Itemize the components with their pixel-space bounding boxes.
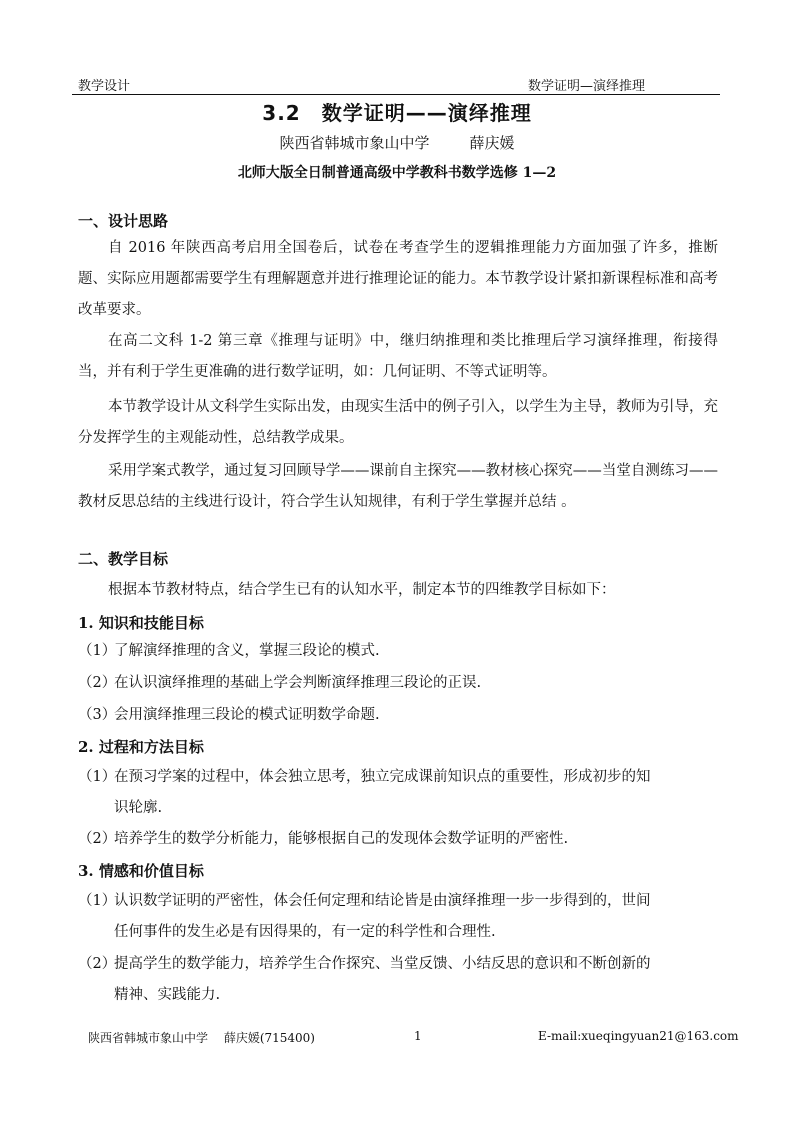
document-subtitle: 北师大版全日制普通高级中学教科书数学选修 1—2	[237, 165, 557, 181]
list-item: （1）认识数学证明的严密性，体会任何定理和结论皆是由演绎推理一步一步得到的，世间	[78, 893, 651, 909]
list-item-continuation: 任何事件的发生必是有因得果的，有一定的科学性和合理性.	[114, 924, 496, 940]
author-school: 陕西省韩城市象山中学	[279, 134, 430, 152]
author-name: 薛庆媛	[469, 134, 515, 152]
list-item: （3）会用演绎推理三段论的模式证明数学命题.	[78, 707, 380, 723]
goal-heading-knowledge: 1. 知识和技能目标	[78, 614, 204, 632]
header-left: 教学设计	[78, 79, 131, 94]
list-item-continuation: 精神、实践能力.	[114, 987, 221, 1003]
footer-email: E-mail:xueqingyuan21@163.com	[538, 1029, 739, 1043]
list-item-continuation: 识轮廓.	[114, 800, 163, 816]
header-right: 数学证明—演绎推理	[528, 79, 646, 94]
goal-heading-emotion: 3. 情感和价值目标	[78, 862, 204, 880]
section-heading-design: 一、设计思路	[78, 212, 169, 230]
page-number: 1	[414, 1029, 422, 1043]
header-divider	[72, 94, 720, 95]
list-item: （2）在认识演绎推理的基础上学会判断演绎推理三段论的正误.	[78, 675, 482, 691]
paragraph-3: 本节教学设计从文科学生实际出发，由现实生活中的例子引入，以学生为主导，教师为引导，充分发挥学生的主观能动性，总结教学成果。	[78, 399, 718, 446]
paragraph-4: 采用学案式教学，通过复习回顾导学——课前自主探究——教材核心探究——当堂自测练习——教材反思总结的主线进行设计，符合学生认知规律，有利于学生掌握并总结 。	[78, 463, 718, 510]
list-item: （1）在预习学案的过程中，体会独立思考，独立完成课前知识点的重要性，形成初步的知	[78, 769, 651, 785]
paragraph-2: 在高二文科 1-2 第三章《推理与证明》中，继归纳推理和类比推理后学习演绎推理，衔接得当，并有利于学生更准确的进行数学证明，如：几何证明、不等式证明等。	[78, 333, 718, 380]
section-heading-goals: 二、教学目标	[78, 550, 169, 568]
list-item: （2）提高学生的数学能力，培养学生合作探究、当堂反馈、小结反思的意识和不断创新的	[78, 956, 651, 972]
list-item: （1）了解演绎推理的含义，掌握三段论的模式.	[78, 643, 380, 659]
footer-author: 陕西省韩城市象山中学 薛庆媛(715400)	[88, 1031, 315, 1045]
author-line	[0, 132, 794, 153]
list-item: （2）培养学生的数学分析能力，能够根据自己的发现体会数学证明的严密性.	[78, 831, 569, 847]
goal-heading-process: 2. 过程和方法目标	[78, 738, 204, 756]
paragraph-1: 自 2016 年陕西高考启用全国卷后，试卷在考查学生的逻辑推理能力方面加强了许多，推断题、实际应用题都需要学生有理解题意并进行推理论证的能力。本节教学设计紧扣新课程标准和高考改革要求。	[78, 240, 718, 318]
goals-intro: 根据本节教材特点，结合学生已有的认知水平，制定本节的四维教学目标如下：	[108, 582, 616, 598]
document-title: 3.2 数学证明——演绎推理	[262, 101, 532, 125]
